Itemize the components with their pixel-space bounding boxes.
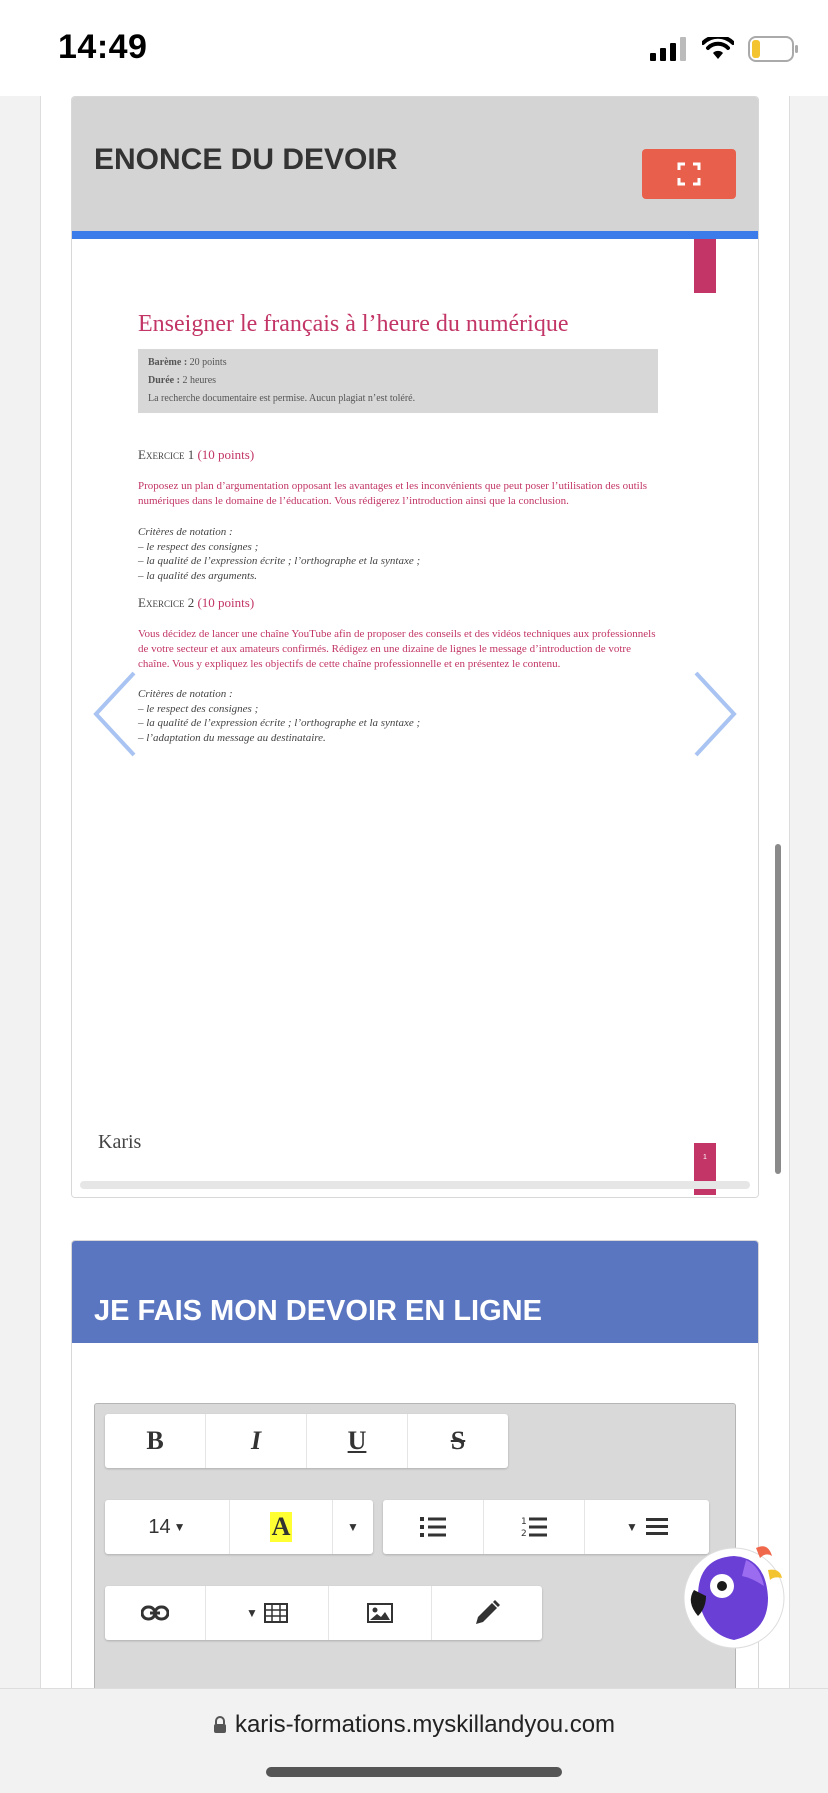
bullet-list-icon <box>420 1516 446 1538</box>
enonce-header <box>72 97 758 231</box>
list-group <box>383 1500 709 1554</box>
table-icon <box>264 1603 288 1623</box>
exercise-2-heading <box>138 595 254 611</box>
criteria-title: Critères de notation : <box>138 688 233 700</box>
link-icon <box>141 1605 169 1621</box>
criteria-item: – l’adaptation du message au destinataire. <box>138 731 326 744</box>
status-icons <box>650 34 800 64</box>
image-icon <box>367 1603 393 1623</box>
strikethrough-button[interactable]: S <box>450 1426 466 1455</box>
bold-button[interactable]: B <box>105 1414 206 1468</box>
duree-value: 2 heures <box>182 375 217 386</box>
browser-url-bar[interactable] <box>0 1688 828 1793</box>
criteria-title: Critères de notation : <box>138 526 233 538</box>
duree-label: Durée : <box>148 375 180 386</box>
doc-rule: La recherche documentaire est permise. Aucun plagiat n’est toléré. <box>148 393 416 404</box>
page-scrollbar[interactable] <box>775 844 781 1174</box>
exercise-2-points: (10 points) <box>197 595 255 610</box>
format-group <box>105 1414 508 1468</box>
criteria-item: – la qualité de l’expression écrite ; l’orthographe et la syntaxe ; <box>138 717 421 729</box>
home-indicator <box>266 1767 562 1777</box>
underline-button[interactable]: U <box>307 1414 408 1468</box>
status-time: 14:49 <box>58 28 148 66</box>
caret-down-icon: ▼ <box>626 1519 638 1534</box>
parrot-mascot-icon[interactable] <box>676 1536 794 1654</box>
fullscreen-button[interactable] <box>642 149 736 199</box>
caret-down-icon: ▼ <box>246 1605 258 1620</box>
table-dropdown[interactable] <box>206 1586 329 1640</box>
doc-title: Enseigner le français à l’heure du numérique <box>138 311 569 337</box>
wifi-icon <box>702 37 734 61</box>
criteria-item: – la qualité de l’expression écrite ; l’orthographe et la syntaxe ; <box>138 555 421 567</box>
doc-info-box <box>138 349 658 413</box>
caret-down-icon: ▼ <box>173 1520 186 1534</box>
lock-icon <box>213 1716 227 1734</box>
link-button[interactable] <box>105 1586 206 1640</box>
italic-button[interactable]: I <box>206 1414 307 1468</box>
bareme-value: 20 points <box>189 357 227 368</box>
progress-line <box>72 231 758 239</box>
doc-side-mark <box>694 239 716 293</box>
devoir-title: JE FAIS MON DEVOIR EN LIGNE <box>94 1295 542 1327</box>
exercise-1-heading <box>138 447 254 463</box>
doc-page-number: 1 <box>694 1143 716 1195</box>
next-page-arrow-icon[interactable] <box>690 669 740 759</box>
highlight-button[interactable] <box>230 1500 333 1554</box>
devoir-card <box>71 1240 759 1712</box>
battery-icon <box>748 36 800 62</box>
exercise-1-criteria <box>138 525 664 583</box>
exercise-1-points: (10 points) <box>197 447 255 462</box>
criteria-item: – le respect des consignes ; <box>138 702 259 715</box>
exercise-2-title: Exercice 2 <box>138 595 195 610</box>
exercise-2-criteria <box>138 687 664 745</box>
page-content <box>40 96 790 1688</box>
image-button[interactable] <box>329 1586 432 1640</box>
karis-logo: Karis <box>98 1131 142 1153</box>
url-text: karis-formations.myskillandyou.com <box>234 1711 616 1738</box>
exercise-1-text: Proposez un plan d’argumentation opposant les avantages et les inconvénients que peut poser l’utilisation des outils numériques dans le domaine de l’éducation. Vous rédigerez l’introduction ainsi que la conclusion. <box>138 480 648 507</box>
numbered-list-icon <box>521 1516 547 1538</box>
bullet-list-button[interactable] <box>383 1500 484 1554</box>
highlight-color-dropdown[interactable] <box>333 1500 373 1554</box>
status-bar <box>0 0 828 96</box>
previous-page-arrow-icon[interactable] <box>90 669 140 759</box>
align-left-icon <box>646 1518 668 1536</box>
font-size-value: 14 <box>148 1515 171 1538</box>
enonce-card <box>71 96 759 1198</box>
numbered-list-button[interactable] <box>484 1500 585 1554</box>
criteria-item: – la qualité des arguments. <box>138 569 258 582</box>
highlight-icon: A <box>271 1512 291 1541</box>
rich-text-editor <box>94 1403 736 1705</box>
bareme-label: Barème : <box>148 357 188 368</box>
exercise-2-text: Vous décidez de lancer une chaîne YouTube afin de proposer des conseils et des vidéos techniques aux professionnels de votre secteur et aux amateurs confirmés. Rédigez en une dizaine de lignes le message d’introduction de votre chaîne. Vous y expliquez les objectifs de cette chaîne professionnelle et en présentez le contenu. <box>138 628 656 670</box>
svg-text:2: 2 <box>521 1529 527 1538</box>
font-size-dropdown[interactable] <box>105 1500 230 1554</box>
criteria-item: – le respect des consignes ; <box>138 540 259 553</box>
exercise-1-title: Exercice 1 <box>138 447 195 462</box>
draw-button[interactable] <box>432 1586 542 1640</box>
enonce-title: ENONCE DU DEVOIR <box>94 143 398 176</box>
devoir-header <box>72 1241 758 1343</box>
url-display[interactable] <box>0 1711 828 1739</box>
signal-icon <box>650 37 688 61</box>
doc-horizontal-scrollbar[interactable] <box>80 1181 750 1189</box>
fullscreen-icon <box>677 162 701 186</box>
insert-group <box>105 1586 542 1640</box>
pencil-icon <box>472 1598 502 1628</box>
document-viewer[interactable] <box>72 239 758 1197</box>
font-group <box>105 1500 373 1554</box>
svg-text:1: 1 <box>521 1517 527 1527</box>
caret-down-icon: ▼ <box>347 1519 359 1534</box>
